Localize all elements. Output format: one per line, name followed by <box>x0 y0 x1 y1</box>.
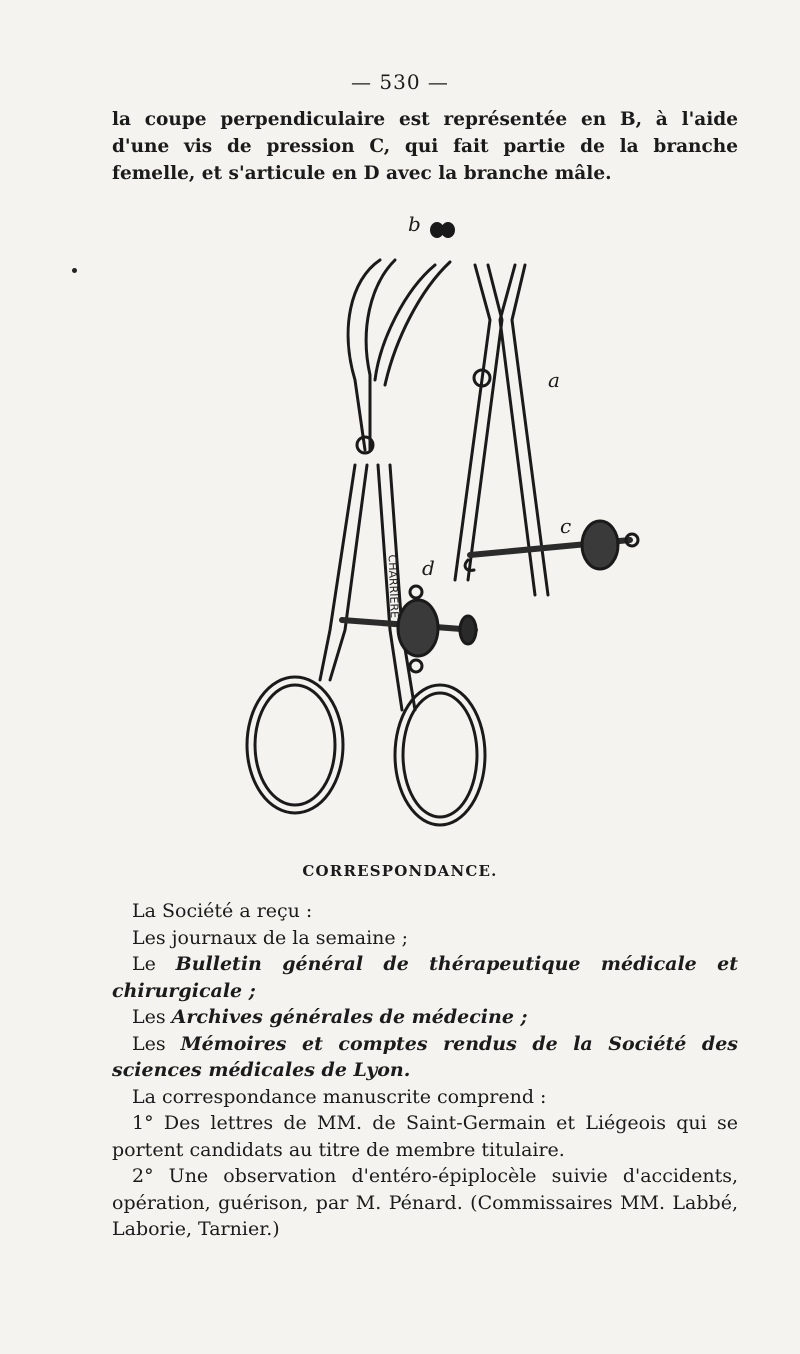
cross-section-b <box>430 222 455 238</box>
label-b: b <box>408 212 421 236</box>
correspondance-body <box>112 898 738 1243</box>
paragraph-3 <box>112 951 738 1004</box>
forceps-engraving <box>230 210 660 830</box>
paragraph-5 <box>112 1031 738 1084</box>
prefix-text: Les <box>132 1032 181 1055</box>
paragraph-7: 1° Des lettres de MM. de Saint-Germain et Liégeois qui se portent candidats au titre de membre titulaire. <box>112 1112 738 1161</box>
label-a: a <box>548 368 560 392</box>
label-c: c <box>560 514 572 538</box>
page-number: — 530 — <box>351 70 449 94</box>
forceps-illustration <box>230 210 660 830</box>
journal-title: Bulletin général de thérapeutique médicale et chirurgicale ; <box>112 953 738 1002</box>
prefix-text: Le <box>132 953 176 975</box>
prefix-text: Les <box>132 1006 172 1028</box>
intro-paragraph: la coupe perpendiculaire est représentée en B, à l'aide d'une vis de pression C, qui fait partie de la branche femelle, et s'articule en D avec la branche mâle. <box>112 109 738 184</box>
print-speck <box>72 268 77 273</box>
paragraph-2: Les journaux de la semaine ; <box>132 926 409 949</box>
journal-title: Archives générales de médecine ; <box>171 1006 528 1028</box>
maker-engraving: CHARRIERE <box>385 554 401 619</box>
journal-title: Mémoires et comptes rendus de la Société des sciences médicales de Lyon. <box>112 1032 738 1081</box>
paragraph-4 <box>112 1004 738 1031</box>
paragraph-6: La correspondance manuscrite comprend : <box>132 1085 547 1108</box>
section-heading: CORRESPONDANCE. <box>302 862 498 880</box>
paragraph-8: 2° Une observation d'entéro-épiplocèle suivie d'accidents, opération, guérison, par M. Pénard. (Commissaires MM. Labbé, Laborie, Tarnier.) <box>112 1165 738 1240</box>
label-d: d <box>422 556 435 580</box>
paragraph-1: La Société a reçu : <box>132 900 313 922</box>
